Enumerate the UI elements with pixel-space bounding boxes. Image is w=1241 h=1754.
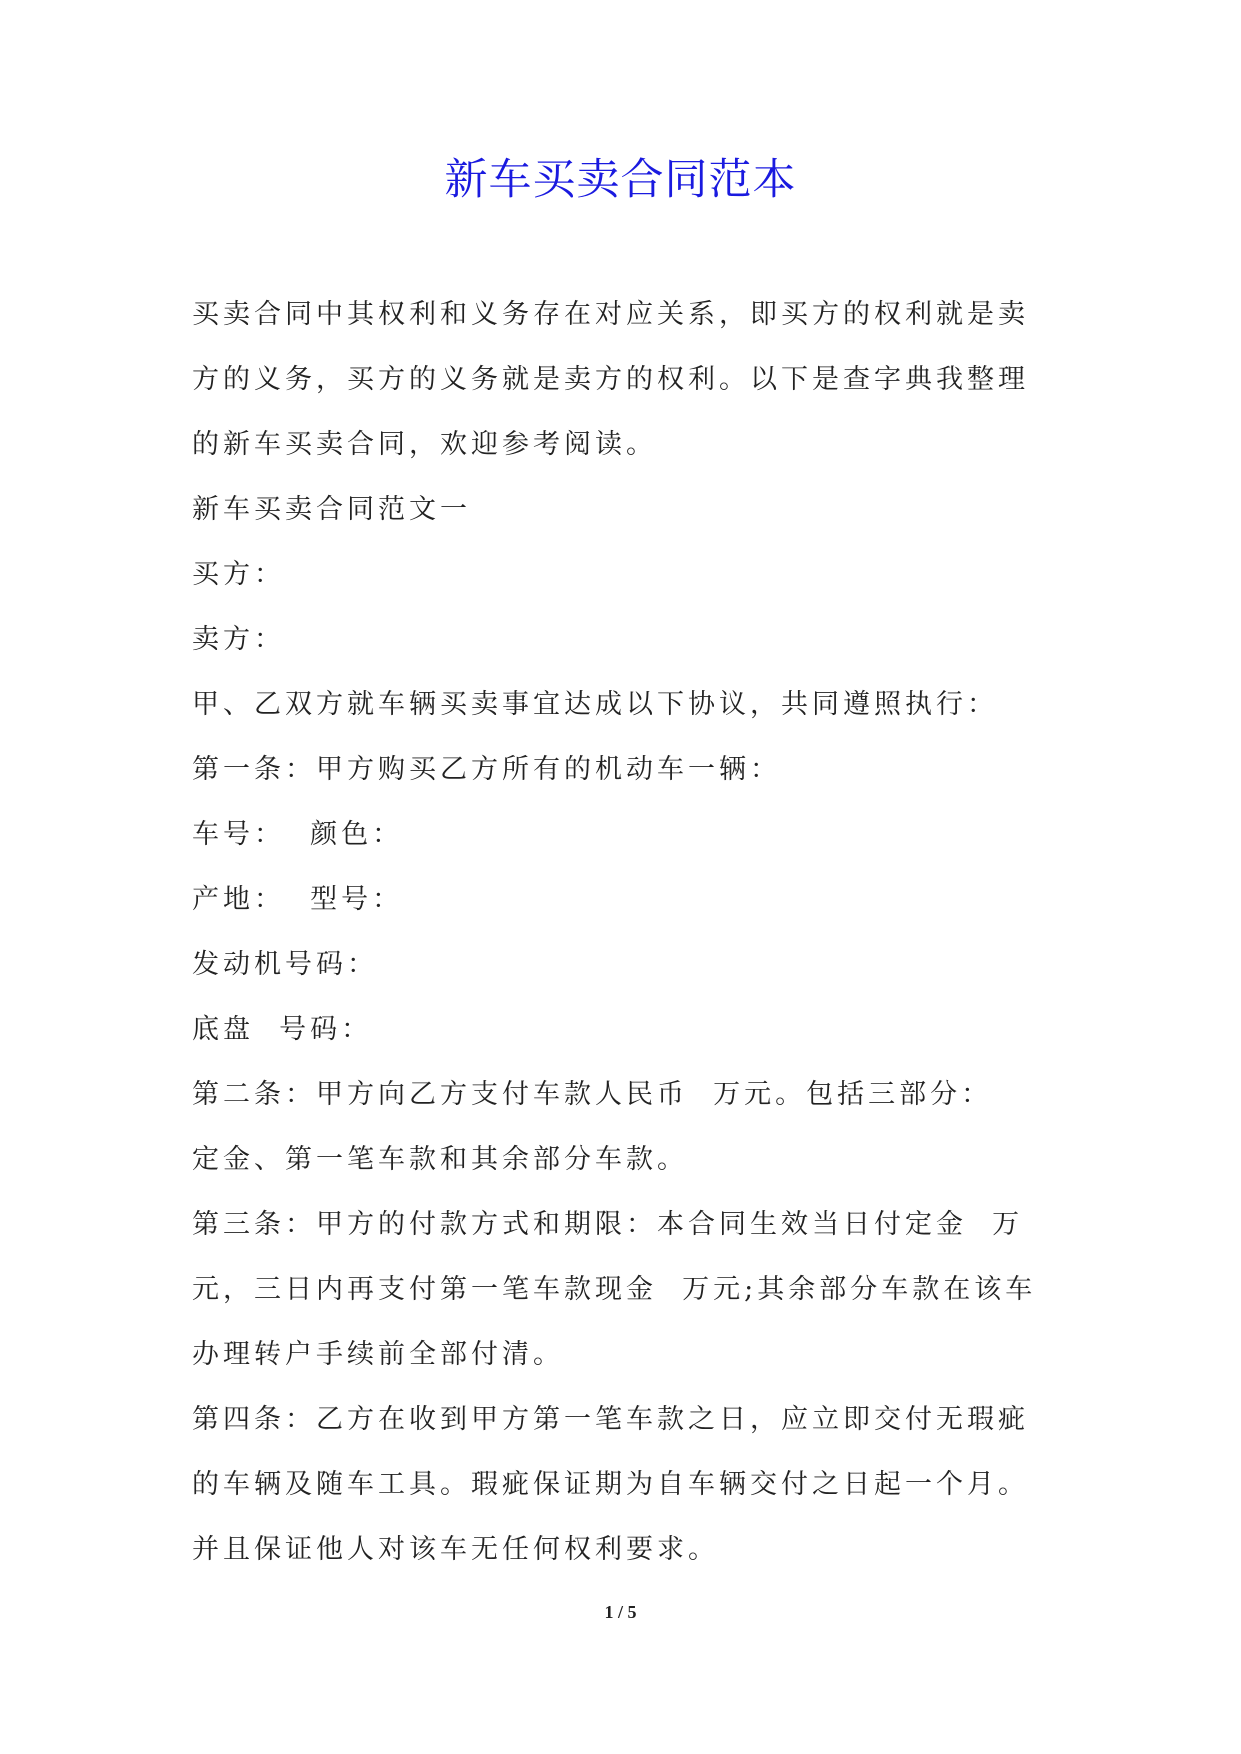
paragraph-plate-color: 车号： 颜色： [192, 819, 404, 850]
paragraph-buyer: 买方： [192, 559, 285, 590]
paragraph-engine-number: 发动机号码： [192, 949, 378, 980]
paragraph-chassis-number: 底盘 号码： [192, 1014, 373, 1045]
paragraph-article-four: 第四条：乙方在收到甲方第一笔车款之日，应立即交付无瑕疵的车辆及随车工具。瑕疵保证期为自车辆交付之日起一个月。并且保证他人对该车无任何权利要求。 [192, 1404, 1029, 1565]
paragraph-seller: 卖方： [192, 624, 285, 655]
document-title: 新车买卖合同范本 [444, 155, 797, 205]
paragraph-article-one: 第一条：甲方购买乙方所有的机动车一辆： [192, 754, 781, 785]
paragraph-intro: 买卖合同中其权利和义务存在对应关系，即买方的权利就是卖方的义务，买方的义务就是卖方的权利。以下是查字典我整理的新车买卖合同，欢迎参考阅读。 [192, 299, 1029, 460]
paragraph-payment-parts: 定金、第一笔车款和其余部分车款。 [192, 1144, 688, 1175]
paragraph-article-three: 第三条：甲方的付款方式和期限：本合同生效当日付定金 万元，三日内再支付第一笔车款现金 万元;其余部分车款在该车办理转户手续前全部付清。 [192, 1209, 1037, 1370]
paragraph-heading-sample-one: 新车买卖合同范文一 [192, 494, 471, 525]
page-number: 1 / 5 [604, 1602, 637, 1622]
paragraph-origin-model: 产地： 型号： [192, 884, 404, 915]
paragraph-agreement: 甲、乙双方就车辆买卖事宜达成以下协议，共同遵照执行： [192, 689, 998, 720]
paragraph-article-two: 第二条：甲方向乙方支付车款人民币 万元。包括三部分： [192, 1079, 993, 1110]
document-body [192, 282, 1056, 1582]
